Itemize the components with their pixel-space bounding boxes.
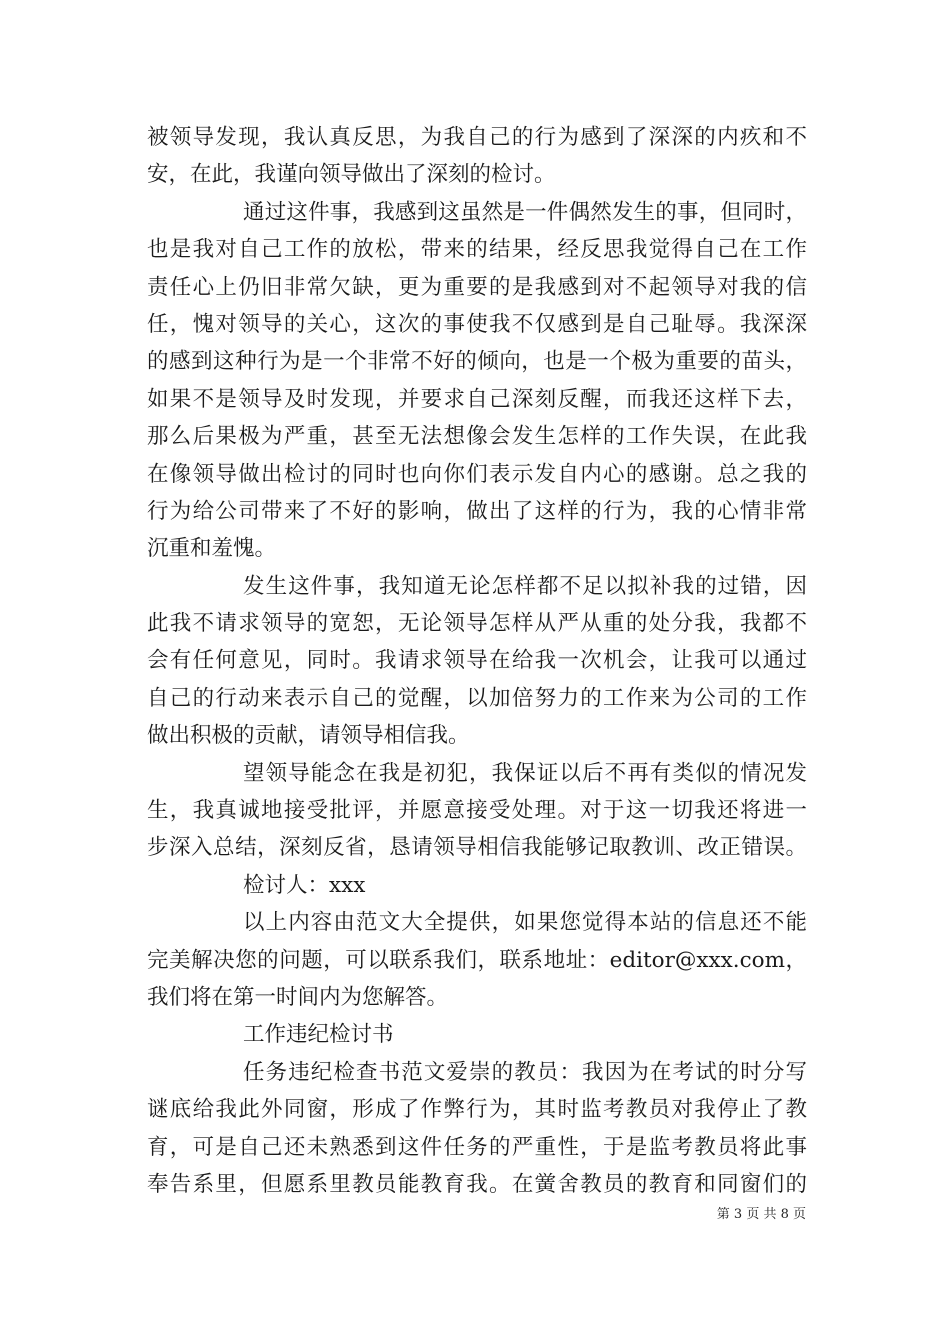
text-line: 谜底给我此外同窗，形成了作弊行为，其时监考教员对我停止了教 bbox=[147, 1097, 807, 1123]
text-line: 以上内容由范文大全提供，如果您觉得本站的信息还不能 bbox=[243, 910, 807, 936]
document-body bbox=[147, 119, 807, 1203]
text-line: 自己的行动来表示自己的觉醒，以加倍努力的工作来为公司的工作 bbox=[147, 685, 807, 711]
text-line: 完美解决您的问题，可以联系我们，联系地址：editor@xxx.com， bbox=[147, 947, 807, 973]
text-line: 在像领导做出检讨的同时也向你们表示发自内心的感谢。总之我的 bbox=[147, 461, 807, 487]
text-line: 如果不是领导及时发现，并要求自己深刻反醒，而我还这样下去， bbox=[147, 386, 807, 412]
text-line: 安，在此，我谨向领导做出了深刻的检讨。 bbox=[147, 162, 556, 188]
text-line: 任，愧对领导的关心，这次的事使我不仅感到是自己耻辱。我深深 bbox=[147, 311, 807, 337]
text-line: 奉告系里，但愿系里教员能教育我。在黉舍教员的教育和同窗们的 bbox=[147, 1171, 807, 1197]
text-line: 做出积极的贡献，请领导相信我。 bbox=[147, 723, 470, 749]
text-line: 望领导能念在我是初犯，我保证以后不再有类似的情况发 bbox=[243, 760, 807, 786]
text-line: 通过这件事，我感到这虽然是一件偶然发生的事，但同时， bbox=[243, 199, 807, 225]
text-line: 也是我对自己工作的放松，带来的结果，经反思我觉得自己在工作 bbox=[147, 237, 807, 263]
text-line: 被领导发现，我认真反思，为我自己的行为感到了深深的内疚和不 bbox=[147, 125, 807, 150]
text-line: 的感到这种行为是一个非常不好的倾向，也是一个极为重要的苗头， bbox=[147, 349, 807, 375]
text-line: 沉重和羞愧。 bbox=[147, 536, 277, 562]
text-line: 会有任何意见，同时。我请求领导在给我一次机会，让我可以通过 bbox=[147, 648, 807, 674]
text-line: 检讨人：xxx bbox=[243, 872, 366, 898]
text-line: 那么后果极为严重，甚至无法想像会发生怎样的工作失误，在此我 bbox=[147, 424, 807, 450]
text-line: 责任心上仍旧非常欠缺，更为重要的是我感到对不起领导对我的信 bbox=[147, 274, 807, 300]
page-number-footer: 第 3 页 共 8 页 bbox=[716, 1207, 806, 1222]
text-line: 行为给公司带来了不好的影响，做出了这样的行为，我的心情非常 bbox=[147, 498, 807, 524]
text-line: 我们将在第一时间内为您解答。 bbox=[147, 984, 449, 1010]
text-line: 任务违纪检查书范文爱崇的教员：我因为在考试的时分写 bbox=[243, 1059, 807, 1085]
text-line: 生，我真诚地接受批评，并愿意接受处理。对于这一切我还将进一 bbox=[147, 798, 807, 824]
text-line: 工作违纪检讨书 bbox=[243, 1022, 394, 1048]
text-line: 育，可是自己还未熟悉到这件任务的严重性，于是监考教员将此事 bbox=[147, 1134, 807, 1160]
text-line: 发生这件事，我知道无论怎样都不足以拟补我的过错，因 bbox=[243, 573, 807, 599]
text-line: 步深入总结，深刻反省，恳请领导相信我能够记取教训、改正错误。 bbox=[147, 835, 807, 861]
text-line: 此我不请求领导的宽恕，无论领导怎样从严从重的处分我，我都不 bbox=[147, 611, 807, 637]
